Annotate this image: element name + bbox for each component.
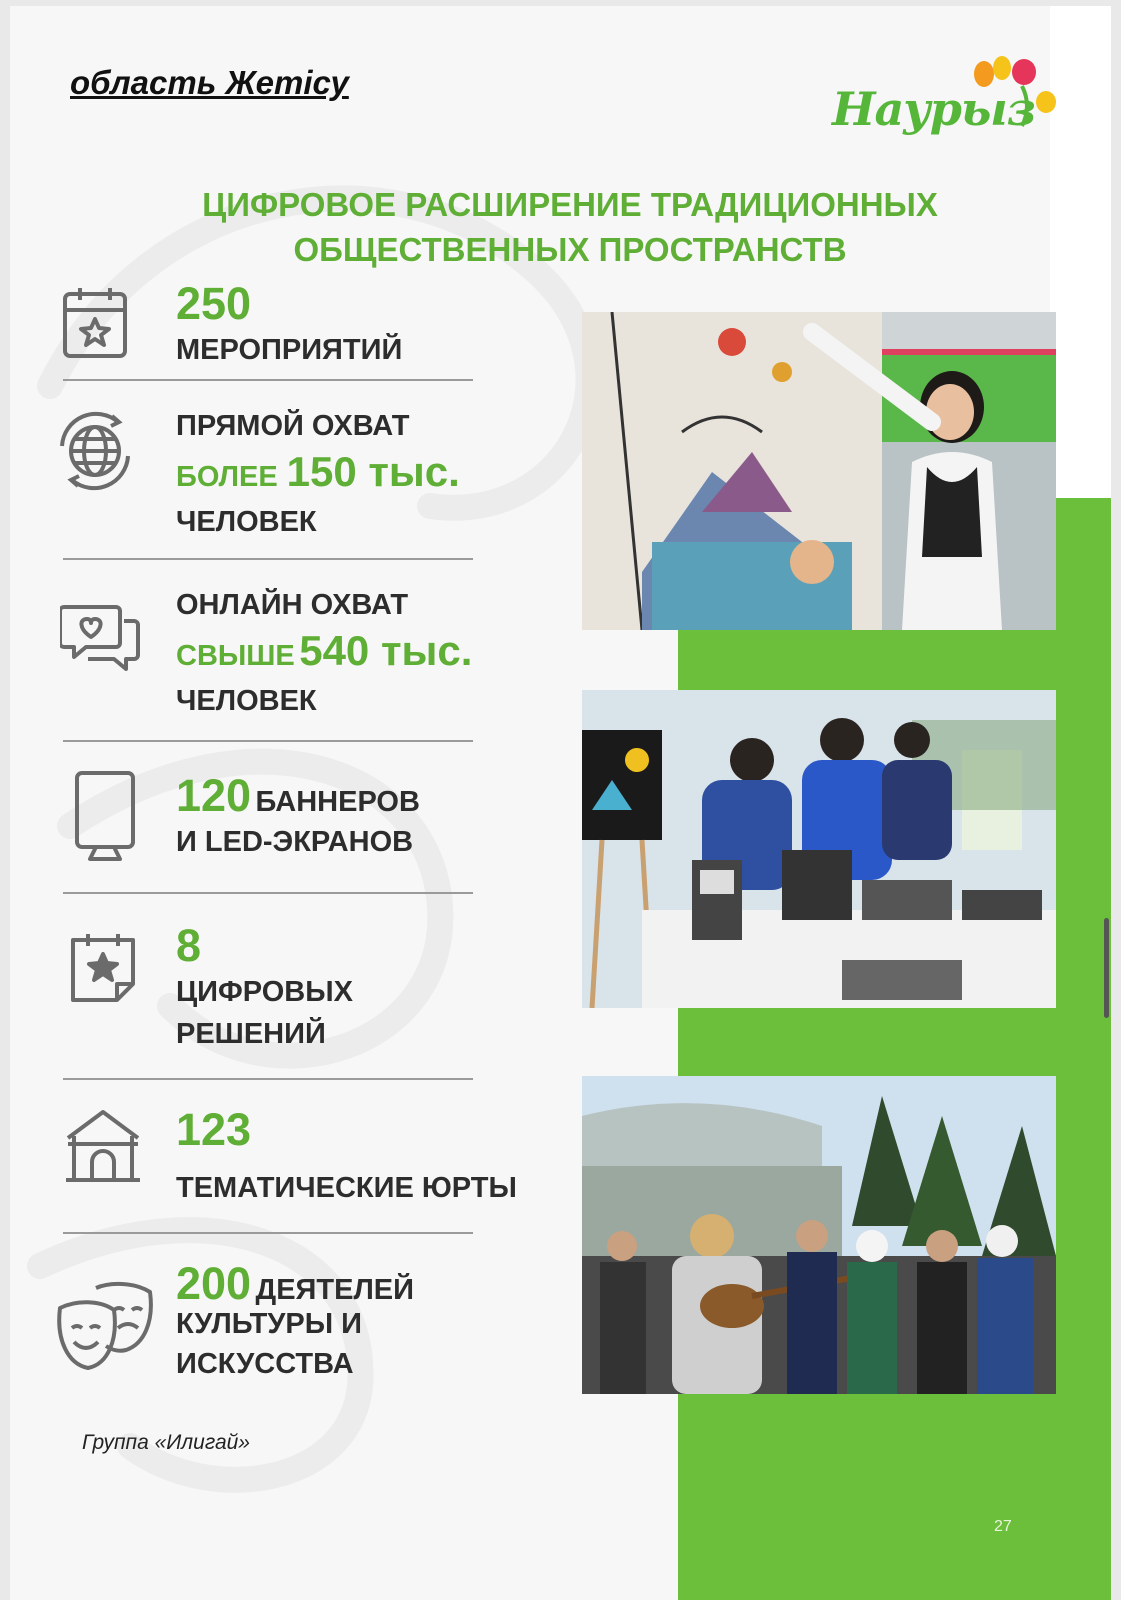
divider: [63, 379, 473, 381]
stat-events: [10, 274, 570, 374]
page-title: ЦИФРОВОЕ РАСШИРЕНИЕ ТРАДИЦИОННЫХ ОБЩЕСТВЕННЫХ ПРОСТРАНСТВ: [202, 186, 938, 268]
divider: [63, 1232, 473, 1234]
logo-text: Наурыз: [832, 82, 1036, 136]
green-band: [678, 498, 1111, 1600]
stat-digital-solutions-label2: РЕШЕНИЙ: [176, 1018, 326, 1050]
divider: [63, 892, 473, 894]
stat-online-reach-value-line: СВЫШЕ 540 тыс.: [176, 627, 473, 674]
calendar-star-icon: [62, 286, 128, 358]
nauryz-logo: [832, 56, 1082, 168]
stat-culture-figures-line3: ИСКУССТВА: [176, 1348, 354, 1380]
stat-direct-reach-value-line: БОЛЕЕ 150 тыс.: [176, 448, 460, 495]
stat-banners-line1: 120 БАННЕРОВ: [176, 770, 420, 821]
stat-events-value: 250: [176, 278, 252, 329]
stat-digital-solutions-value: 8: [176, 920, 202, 971]
screen-icon: [74, 770, 136, 862]
stat-yurts: [10, 1098, 570, 1218]
stat-culture-figures-line2: КУЛЬТУРЫ И: [176, 1308, 363, 1340]
stat-digital-solutions: [10, 914, 570, 1064]
theater-masks-icon: [56, 1280, 156, 1372]
region-heading: область Жетісу: [70, 64, 349, 101]
photo-robotics: [582, 690, 1056, 1008]
photo-musicians: [582, 1076, 1056, 1394]
photo-caption: Группа «Илигай»: [82, 1431, 250, 1454]
stat-online-reach-unit: ЧЕЛОВЕК: [176, 685, 317, 717]
stat-online-reach-title: ОНЛАЙН ОХВАТ: [176, 589, 409, 621]
stat-events-label: МЕРОПРИЯТИЙ: [176, 334, 403, 366]
page-number: 27: [994, 1518, 1012, 1535]
divider: [63, 1078, 473, 1080]
stat-online-reach: [10, 581, 570, 731]
stat-yurts-value: 123: [176, 1104, 252, 1155]
stat-direct-reach: [10, 398, 570, 548]
stat-banners-line2: И LED-ЭКРАНОВ: [176, 826, 414, 858]
calendar-star-icon: [70, 932, 140, 1004]
page: [10, 6, 1111, 1600]
scrollbar[interactable]: [1104, 918, 1109, 1018]
stat-banners: [10, 766, 570, 876]
yurt-icon: [64, 1108, 142, 1182]
stat-direct-reach-title: ПРЯМОЙ ОХВАТ: [176, 410, 410, 442]
stat-digital-solutions-label1: ЦИФРОВЫХ: [176, 976, 353, 1008]
stat-yurts-label: ТЕМАТИЧЕСКИЕ ЮРТЫ: [176, 1172, 517, 1204]
chat-heart-icon: [60, 601, 142, 677]
stat-culture-figures-line1: 200 ДЕЯТЕЛЕЙ: [176, 1258, 414, 1309]
stat-direct-reach-unit: ЧЕЛОВЕК: [176, 506, 317, 538]
divider: [63, 740, 473, 742]
divider: [63, 558, 473, 560]
photo-mural-painting: [582, 312, 1056, 630]
stat-culture-figures: [10, 1256, 570, 1406]
globe-refresh-icon: [50, 406, 140, 496]
